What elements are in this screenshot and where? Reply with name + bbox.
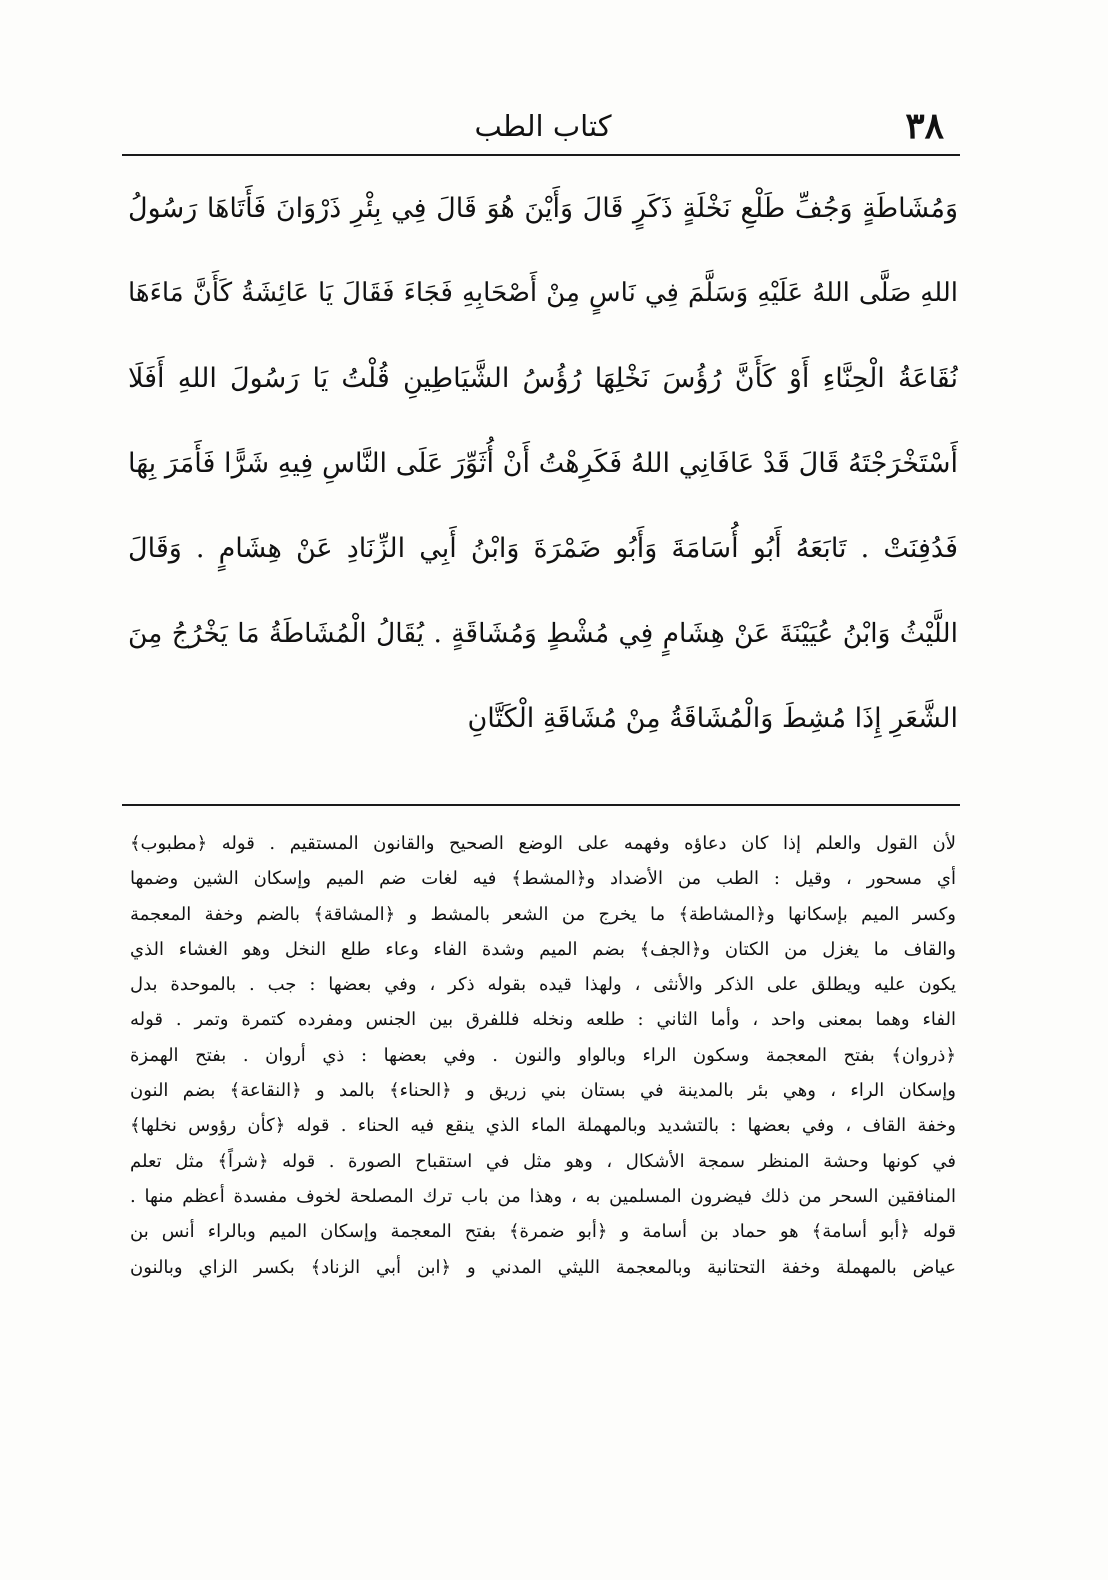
commentary-notes bbox=[130, 826, 956, 1285]
commentary-divider bbox=[122, 804, 960, 806]
page-number: ٣٨ bbox=[905, 105, 944, 147]
text-line: اللَّيْثُ وَابْنُ عُيَيْنَةَ عَنْ هِشَامٍ فِي مُشْطٍ وَمُشَاقَةٍ . يُقَالُ الْمُشَاطَةُ مَا يَخْرُجُ مِنَ bbox=[128, 618, 958, 649]
text-line: الشَّعَرِ إِذَا مُشِطَ وَالْمُشَاقَةُ مِنْ مُشَاقَةِ الْكَتَّانِ bbox=[467, 703, 958, 734]
note-line: لأن القول والعلم إذا كان دعاؤه وفهمه على الوضع الصحيح والقانون المستقيم . قوله ﴿مطبوب﴾ bbox=[130, 833, 956, 854]
page-header bbox=[128, 102, 958, 154]
text-line: نُقَاعَةُ الْحِنَّاءِ أَوْ كَأَنَّ رُؤُسَ نَخْلِهَا رُؤُسُ الشَّيَاطِينِ قُلْتُ يَا رَسُولَ اللهِ أَفَلَا bbox=[128, 363, 958, 394]
note-line: قوله ﴿أبو أسامة﴾ هو حماد بن أسامة و ﴿أبو ضمرة﴾ بفتح المعجمة وإسكان الميم وبالراء أنس بن bbox=[130, 1221, 956, 1243]
header-divider bbox=[122, 154, 960, 156]
note-line: يكون عليه ويطلق على الذكر والأنثى ، ولهذا قيده بقوله ذكر ، وفي بعضها : جب . بالموحدة بدل bbox=[130, 974, 956, 996]
note-line: في كونها وحشة المنظر سمجة الأشكال ، وهو مثل في استقباح الصورة . قوله ﴿شراً﴾ مثل تعلم bbox=[130, 1150, 956, 1172]
text-line: وَمُشَاطَةٍ وَجُفِّ طَلْعِ نَخْلَةٍ ذَكَرٍ قَالَ وَأَيْنَ هُوَ قَالَ فِي بِئْرِ ذَرْوَانَ فَأَتَاهَا رَسُولُ bbox=[128, 193, 958, 224]
note-line: عياض بالمهملة وخفة التحتانية وبالمعجمة الليثي المدني و ﴿ابن أبي الزناد﴾ بكسر الزاي وبالنون bbox=[130, 1256, 956, 1278]
note-line: الفاء وهما بمعنى واحد ، وأما الثاني : طلعه ونخله فللفرق بين الجنس ومفرده كتمرة وتمر . قوله bbox=[130, 1009, 956, 1031]
note-line: وكسر الميم بإسكانها و﴿المشاطة﴾ ما يخرج من الشعر بالمشط و ﴿المشاقة﴾ بالضم وخفة المعجمة bbox=[130, 903, 956, 925]
note-line: وخفة القاف ، وفي بعضها : بالتشديد وبالمهملة الماء الذي ينقع فيه الحناء . قوله ﴿كأن رؤوس نخلها﴾ bbox=[130, 1115, 956, 1137]
note-line: والقاف ما يغزل من الكتان و﴿الجف﴾ بضم الميم وشدة الفاء وعاء طلع النخل وهو الغشاء الذي bbox=[130, 938, 956, 960]
note-line: ﴿ذروان﴾ بفتح المعجمة وسكون الراء وبالواو والنون . وفي بعضها : ذي أروان . بفتح الهمزة bbox=[130, 1044, 956, 1066]
note-line: وإسكان الراء ، وهي بئر بالمدينة في بستان بني زريق و ﴿الحناء﴾ بالمد و ﴿النقاعة﴾ بضم النون bbox=[130, 1080, 956, 1102]
text-line: فَدُفِنَتْ . تَابَعَهُ أَبُو أُسَامَةَ وَأَبُو ضَمْرَةَ وَابْنُ أَبِي الزِّنَادِ عَنْ هِشَامٍ . وَقَالَ bbox=[128, 533, 958, 564]
hadith-text bbox=[128, 166, 958, 761]
note-line: المنافقين السحر من ذلك فيضرون المسلمين به ، وهذا من باب ترك المصلحة لخوف مفسدة أعظم منها . bbox=[130, 1185, 956, 1207]
text-line: أَسْتَخْرَجْتَهُ قَالَ قَدْ عَافَانِي اللهُ فَكَرِهْتُ أَنْ أُثَوِّرَ عَلَى النَّاسِ فِيهِ شَرًّا فَأَمَرَ بِهَا bbox=[128, 448, 958, 479]
note-line: أي مسحور ، وقيل : الطب من الأضداد و﴿المشط﴾ فيه لغات ضم الميم وإسكان الشين وضمها bbox=[130, 868, 956, 890]
text-line: اللهِ صَلَّى اللهُ عَلَيْهِ وَسَلَّمَ فِي نَاسٍ مِنْ أَصْحَابِهِ فَجَاءَ فَقَالَ يَا عَائِشَةُ كَأَنَّ مَاءَهَا bbox=[128, 278, 958, 308]
running-title: كتاب الطب bbox=[474, 109, 612, 143]
